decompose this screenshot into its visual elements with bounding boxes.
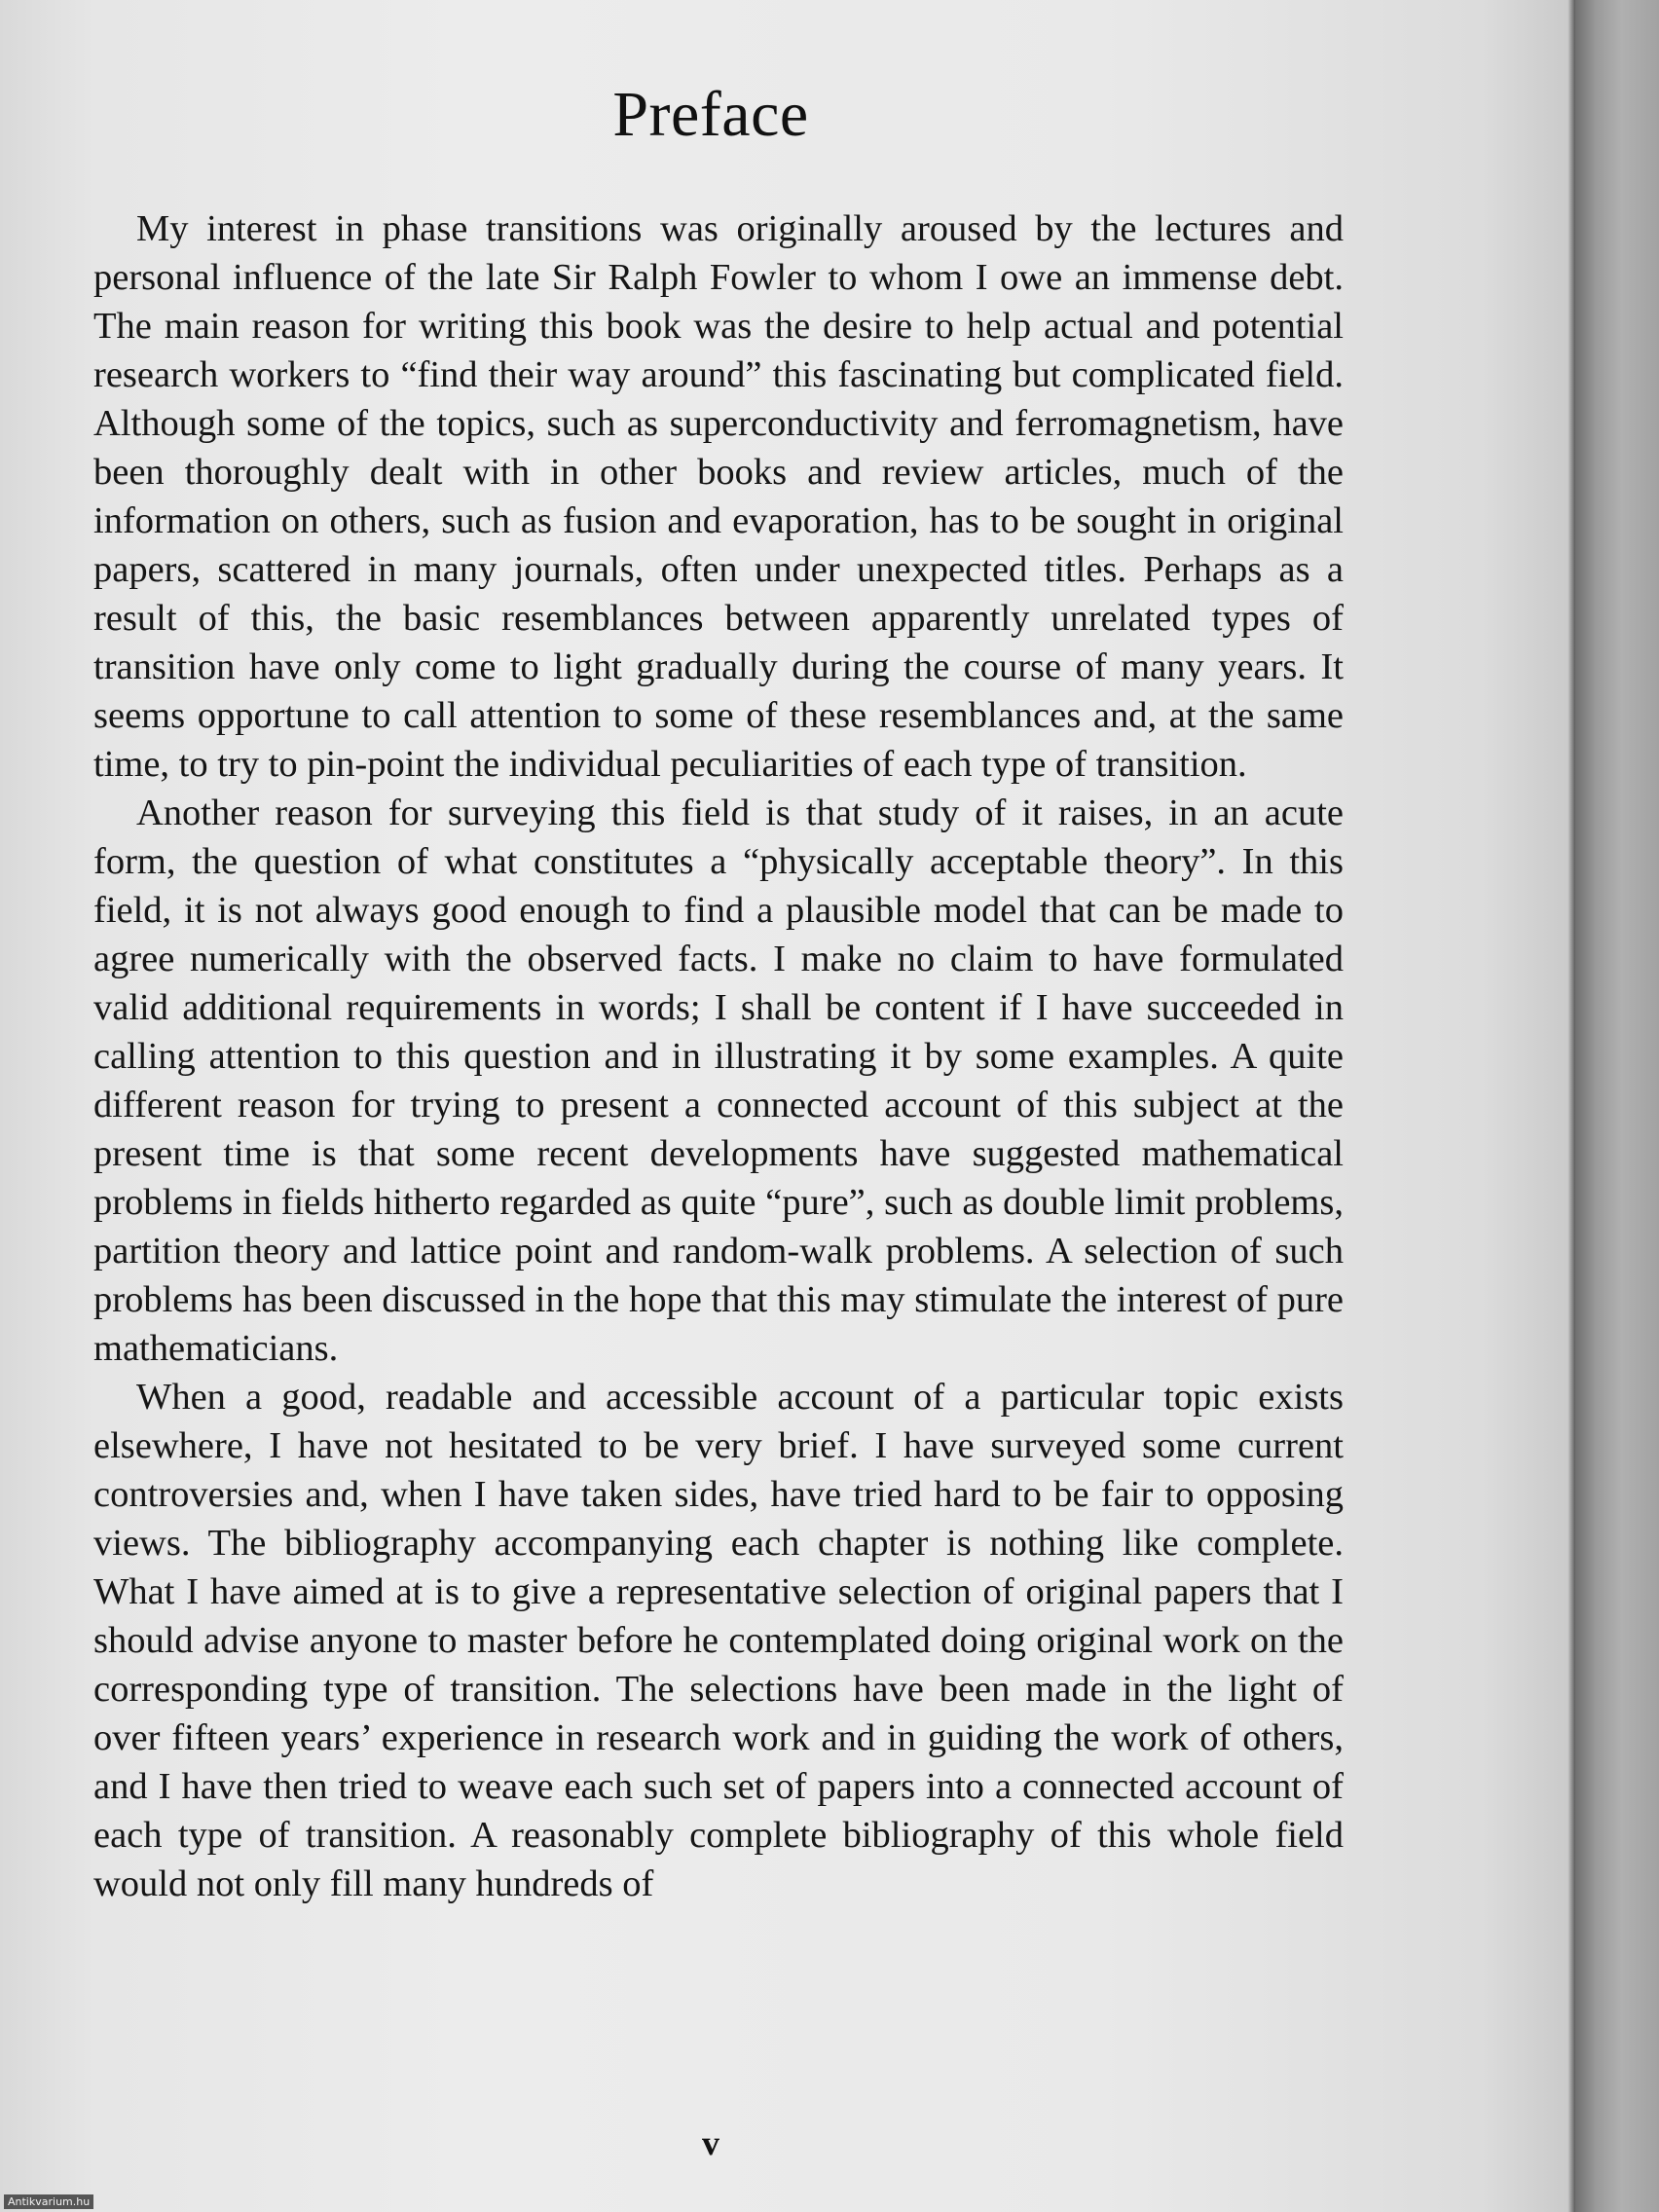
paragraph-3: When a good, readable and accessible account of a particular topic exists elsewhere, I have not hesitated to be very brief. I have surveyed some current controversies and, when I have taken sides, have tried hard to be fair to opposing views. The bibliography accompanying each chapter is nothing like complete. What I have aimed at is to give a representative selection of original papers that I should advise anyone to master before he contemplated doing original work on the corresponding type of transition. The selections have been made in the light of over fifteen years’ experience in research work and in guiding the work of others, and I have then tried to weave each such set of papers into a connected account of each type of transition. A reasonably complete bibliography of this whole field would not only fill many hundreds of	[93, 1377, 1344, 1904]
page-number: v	[702, 2123, 719, 2162]
book-edge-shadow	[1575, 0, 1659, 2212]
page-gutter-edge	[1567, 0, 1575, 2212]
watermark: Antikvarium.hu	[4, 2194, 93, 2209]
preface-body	[93, 204, 1344, 1908]
paragraph-1: My interest in phase transitions was originally aroused by the lectures and personal influence of the late Sir Ralph Fowler to whom I owe an immense debt. The main reason for writing this book was the desire to help actual and potential research workers to “find their way around” this fascinating but complicated field. Although some of the topics, such as superconductivity and ferromagnetism, have been thoroughly dealt with in other books and review articles, much of the information on others, such as fusion and evaporation, has to be sought in original papers, scattered in many journals, often under unexpected titles. Perhaps as a result of this, the basic resemblances between apparently unrelated types of transition have only come to light gradually during the course of many years. It seems opportune to call attention to some of these resemblances and, at the same time, to try to pin-point the individual peculiarities of each type of transition.	[93, 208, 1344, 785]
paragraph-2: Another reason for surveying this field is that study of it raises, in an acute form, the question of what constitutes a “physically acceptable theory”. In this field, it is not always good enough to find a plausible model that can be made to agree numerically with the observed facts. I make no claim to have formulated valid additional requirements in words; I shall be content if I have succeeded in calling attention to this question and in illustrating it by some examples. A quite different reason for trying to present a connected account of this subject at the present time is that some recent developments have suggested mathematical problems in fields hitherto regarded as quite “pure”, such as double limit problems, partition theory and lattice point and random-walk problems. A selection of such problems has been discussed in the hope that this may stimulate the interest of pure mathematicians.	[93, 793, 1344, 1369]
page-title: Preface	[612, 79, 809, 150]
